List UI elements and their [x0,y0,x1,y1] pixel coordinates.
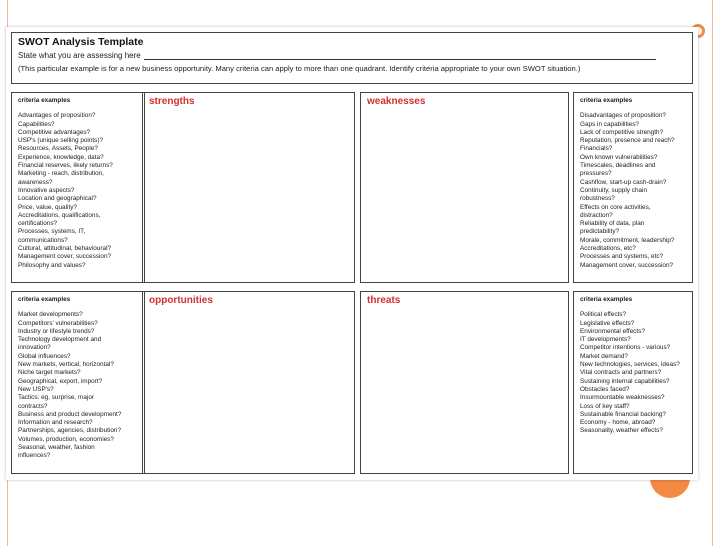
criteria-item: Insurmountable weaknesses? [580,394,665,402]
opportunities-criteria-list [18,311,138,460]
criteria-item: Continuity, supply chain [580,186,648,194]
criteria-item: Philosophy and values? [18,261,86,269]
assessment-input-line[interactable] [144,51,656,60]
criteria-item: Management cover, succession? [580,261,674,269]
state-line [18,51,686,60]
criteria-item: Legislative effects? [580,319,635,327]
opportunities-title: opportunities [149,295,213,306]
criteria-item: distraction? [580,211,613,219]
criteria-item: Loss of key staff? [580,402,630,410]
weaknesses-title: weaknesses [367,96,426,107]
weaknesses-criteria-title: criteria examples [580,97,633,104]
criteria-item: Accreditations, etc? [580,245,636,253]
criteria-item: influences? [18,452,51,460]
criteria-item: Management cover, succession? [18,253,112,261]
criteria-item: Innovative aspects? [18,186,75,194]
threats-criteria-title: criteria examples [580,296,633,303]
criteria-item: Disadvantages of proposition? [580,112,666,120]
criteria-item: certifications? [18,220,58,228]
swot-template-document [6,27,698,480]
criteria-item: Technology development and [18,336,102,344]
criteria-item: Partnerships, agencies, distribution? [18,427,122,435]
criteria-item: Information and research? [18,419,93,427]
criteria-item: Competitors' vulnerabilities? [18,319,98,327]
criteria-item: innovation? [18,344,51,352]
criteria-item: Seasonality, weather effects? [580,427,663,435]
criteria-item: Timescales, deadlines and [580,162,656,170]
template-title: SWOT Analysis Template [18,36,144,48]
criteria-item: predictability? [580,228,620,236]
criteria-item: Business and product development? [18,410,122,418]
threats-title: threats [367,295,401,306]
criteria-item: Experience, knowledge, data? [18,153,104,161]
opportunities-criteria-box [11,291,145,474]
right-accent-line [712,0,713,546]
criteria-item: Morale, commitment, leadership? [580,236,675,244]
criteria-item: New markets, vertical, horizontal? [18,361,114,369]
criteria-item: Processes and systems, etc? [580,253,664,261]
criteria-item: New USP's? [18,385,54,393]
criteria-item: Geographical, export, import? [18,377,103,385]
weaknesses-quadrant[interactable] [360,92,569,283]
criteria-item: Marketing - reach, distribution, [18,170,104,178]
template-note: (This particular example is for a new business opportunity. Many criteria can apply to more than one quadrant. Identify criteria appropriate to your own SWOT situation.) [18,64,581,73]
criteria-item: Lack of competitive strength? [580,128,664,136]
criteria-item: Environmental effects? [580,327,645,335]
threats-criteria-list [580,311,686,435]
criteria-item: Reliability of data, plan [580,220,645,228]
state-prompt: State what you are assessing here [18,51,141,60]
template-header [11,32,693,84]
criteria-item: Competitor intentions - various? [580,344,671,352]
criteria-item: IT developments? [580,336,631,344]
criteria-item: Cashflow, start-up cash-drain? [580,178,667,186]
opportunities-quadrant[interactable] [142,291,355,474]
strengths-criteria-title: criteria examples [18,97,71,104]
criteria-item: Vital contracts and partners? [580,369,662,377]
strengths-criteria-list [18,112,138,270]
criteria-item: Capabilities? [18,120,55,128]
strengths-title: strengths [149,96,195,107]
criteria-item: Cultural, attitudinal, behavioural? [18,245,112,253]
criteria-item: New technologies, services, ideas? [580,361,680,369]
criteria-item: Price, value, quality? [18,203,77,211]
criteria-item: Accreditations, qualifications, [18,211,101,219]
orange-half-circle-decoration [650,478,690,498]
criteria-item: Tactics: eg, surprise, major [18,394,95,402]
criteria-item: Competitive advantages? [18,128,91,136]
threats-quadrant[interactable] [360,291,569,474]
criteria-item: awareness? [18,178,53,186]
criteria-item: pressures? [580,170,612,178]
criteria-item: Resources, Assets, People? [18,145,98,153]
criteria-item: Location and geographical? [18,195,97,203]
criteria-item: Effects on core activities, [580,203,651,211]
criteria-item: Global influences? [18,352,71,360]
strengths-criteria-box [11,92,145,283]
weaknesses-criteria-list [580,112,686,270]
criteria-item: Industry or lifestyle trends? [18,327,95,335]
weaknesses-criteria-box [573,92,693,283]
criteria-item: Market demand? [580,352,628,360]
criteria-item: Processes, systems, IT, [18,228,86,236]
criteria-item: Own known vulnerabilities? [580,153,658,161]
threats-criteria-box [573,291,693,474]
criteria-item: Economy - home, abroad? [580,419,656,427]
criteria-item: Market developments? [18,311,83,319]
criteria-item: Financials? [580,145,613,153]
criteria-item: Political effects? [580,311,627,319]
criteria-item: Gaps in capabilities? [580,120,639,128]
criteria-item: contracts? [18,402,48,410]
criteria-item: Niche target markets? [18,369,81,377]
criteria-item: Seasonal, weather, fashion [18,444,95,452]
opportunities-criteria-title: criteria examples [18,296,71,303]
criteria-item: Obstacles faced? [580,385,630,393]
criteria-item: communications? [18,236,68,244]
criteria-item: Sustainable financial backing? [580,410,666,418]
criteria-item: robustness? [580,195,615,203]
criteria-item: Advantages of proposition? [18,112,96,120]
criteria-item: Reputation, presence and reach? [580,137,675,145]
criteria-item: Volumes, production, economies? [18,435,114,443]
strengths-quadrant[interactable] [142,92,355,283]
criteria-item: Financial reserves, likely returns? [18,162,113,170]
criteria-item: Sustaining internal capabilities? [580,377,670,385]
criteria-item: USP's (unique selling points)? [18,137,104,145]
